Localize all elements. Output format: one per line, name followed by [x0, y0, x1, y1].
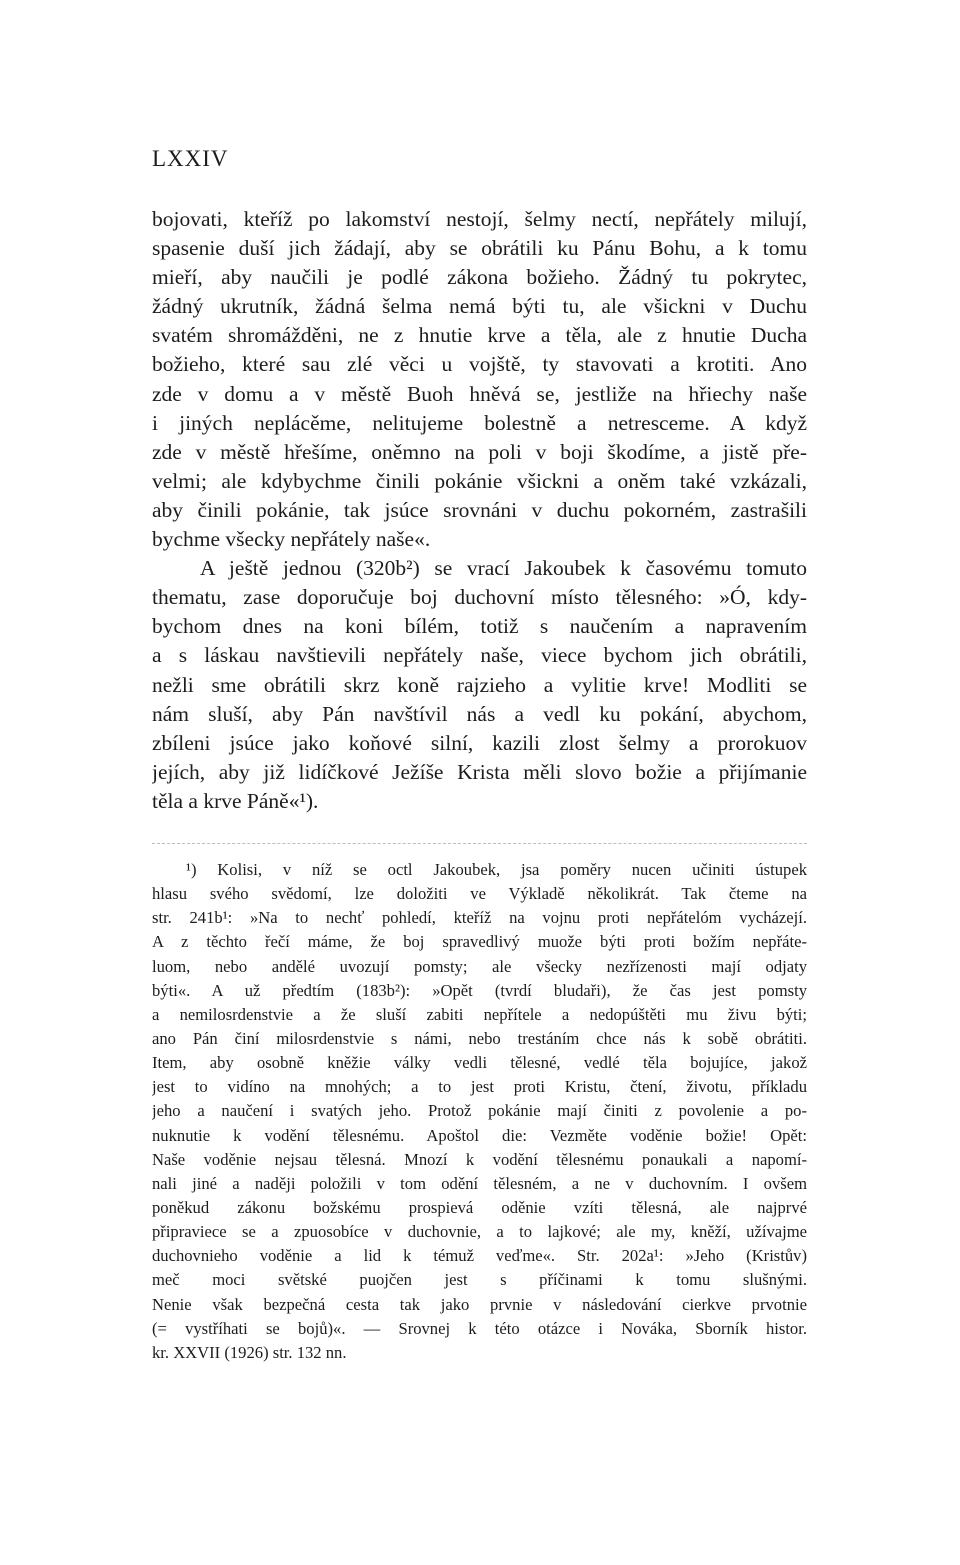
text-line: velmi; ale kdybychme činili pokánie všickni a oněm také vzkázali,	[152, 468, 807, 493]
footnote-line: str. 241b¹: »Na to nechť pohledí, kteříž na vojnu proti nepřátelóm vycházejí.	[152, 908, 807, 928]
text-line: jejích, aby již lidíčkové Ježíše Krista měli slovo božie a přijímanie	[152, 759, 807, 784]
footnote-line: hlasu svého svědomí, lze doložiti ve Výkladě několikrát. Tak čteme na	[152, 884, 807, 904]
text-line: A ještě jednou (320b²) se vrací Jakoubek k časovému tomuto	[200, 556, 807, 581]
footnote-line: a nemilosrdenstvie a že sluší zabiti nepřítele a nedopúštěti mu živu býti;	[152, 1004, 807, 1024]
text-line: zbíleni jsúce jako koňové silní, kazili zlost šelmy a prorokuov	[152, 730, 807, 755]
text-line: nežli sme obrátili skrz koně rajzieho a vylitie krve! Modliti se	[152, 672, 807, 697]
text-line: bychom dnes na koni bílém, totiž s naučením a napravením	[152, 614, 807, 639]
text-line: těla a krve Páně«¹).	[152, 788, 319, 813]
footnote-line: meč moci světské puojčen jest s příčinami k tomu slušnými.	[152, 1270, 807, 1290]
footnote-line: duchovnieho voděnie a lid k témuž veďme«. Str. 202a¹: »Jeho (Kristův)	[152, 1246, 807, 1266]
footnote-line: poněkud zákonu božskému prospievá oděnie vzíti tělesná, ale najprvé	[152, 1197, 807, 1217]
text-line: i jiných neplácěme, nelitujeme bolestně a netresceme. A když	[152, 410, 807, 435]
footnote-line: Nenie však bezpečná cesta tak jako prvnie v následování cierkve prvotnie	[152, 1294, 807, 1314]
footnotes	[152, 858, 807, 1365]
footnote-line: Naše voděnie nejsau tělesná. Mnozí k vodění tělesnému ponaukali a napomí-	[152, 1149, 807, 1169]
page-number: LXXIV	[152, 146, 229, 171]
text-line: bojovati, kteříž po lakomství nestojí, šelmy nectí, nepřátely milují,	[152, 207, 807, 231]
text-line: zde v domu a v městě Buoh hněvá se, jestliže na hřiechy naše	[152, 381, 807, 406]
text-line: thematu, zase doporučuje boj duchovní místo tělesného: »Ó, kdy-	[152, 585, 807, 610]
footnote-line: A z těchto řečí máme, že boj spravedlivý muože býti proti božím nepřáte-	[152, 932, 807, 952]
text-line: spasenie duší jich žádají, aby se obrátili ku Pánu Bohu, a k tomu	[152, 236, 807, 261]
footnote-line: jest to vidíno na mnohých; a to jest proti Kristu, čtení, životu, příkladu	[152, 1077, 807, 1097]
footnote-separator	[152, 843, 807, 844]
text-line: zde v městě hřešíme, oněmno na poli v boji škodíme, a jistě pře-	[152, 439, 807, 464]
text-line: bychme všecky nepřátely naše«.	[152, 527, 431, 552]
footnote-line: nuknutie k vodění tělesnému. Apoštol die: Vezměte voděnie božie! Opět:	[152, 1125, 807, 1145]
footnote-line: ¹) Kolisi, v níž se octl Jakoubek, jsa poměry nucen učiniti ústupek	[186, 860, 807, 879]
footnote-line: připraviece se a zpuosobíce v duchovnie, a to lajkové; ale my, kněží, užívajme	[152, 1222, 807, 1242]
footnote-line: kr. XXVII (1926) str. 132 nn.	[152, 1342, 347, 1362]
text-line: svatém shromážděni, ne z hnutie krve a těla, ale z hnutie Ducha	[152, 323, 807, 348]
text-line: nám sluší, aby Pán navštívil nás a vedl ku pokání, abychom,	[152, 701, 807, 726]
footnote-line: luom, nebo andělé uvozují pomsty; ale všecky nezřízenosti mají odjaty	[152, 956, 807, 976]
footnote-line: nali jiné a naději položili v tom odění tělesném, a ne v duchovním. I ovšem	[152, 1173, 807, 1193]
text-line: žádný ukrutník, žádná šelma nemá býti tu, ale všickni v Duchu	[152, 294, 807, 319]
text-line: a s láskau navštievili nepřátely naše, viece bychom jich obrátili,	[152, 643, 807, 668]
text-line: božieho, které sau zlé věci u vojště, ty stavovati a krotiti. Ano	[152, 352, 807, 377]
main-text	[152, 205, 807, 816]
text-line: mieří, aby naučili je podlé zákona božieho. Žádný tu pokrytec,	[152, 265, 807, 290]
footnote-line: jeho a naučení i svatých jeho. Protož pokánie mají činiti z povolenie a po-	[152, 1101, 807, 1121]
text-line: aby činili pokánie, tak jsúce srovnáni v duchu pokorném, zastrašili	[152, 497, 807, 522]
footnote-line: býti«. A už předtím (183b²): »Opět (tvrdí bludaři), že čas jest pomsty	[152, 980, 807, 1000]
footnote-line: ano Pán činí milosrdenstvie s námi, nebo trestáním chce nás k sobě obrátiti.	[152, 1028, 807, 1048]
footnote-line: Item, aby osobně kněžie války vedli tělesné, vedlé těla bojujíce, jakož	[152, 1053, 807, 1073]
footnote-line: (= vystříhati se bojů)«. — Srovnej k této otázce i Nováka, Sborník histor.	[152, 1318, 807, 1338]
